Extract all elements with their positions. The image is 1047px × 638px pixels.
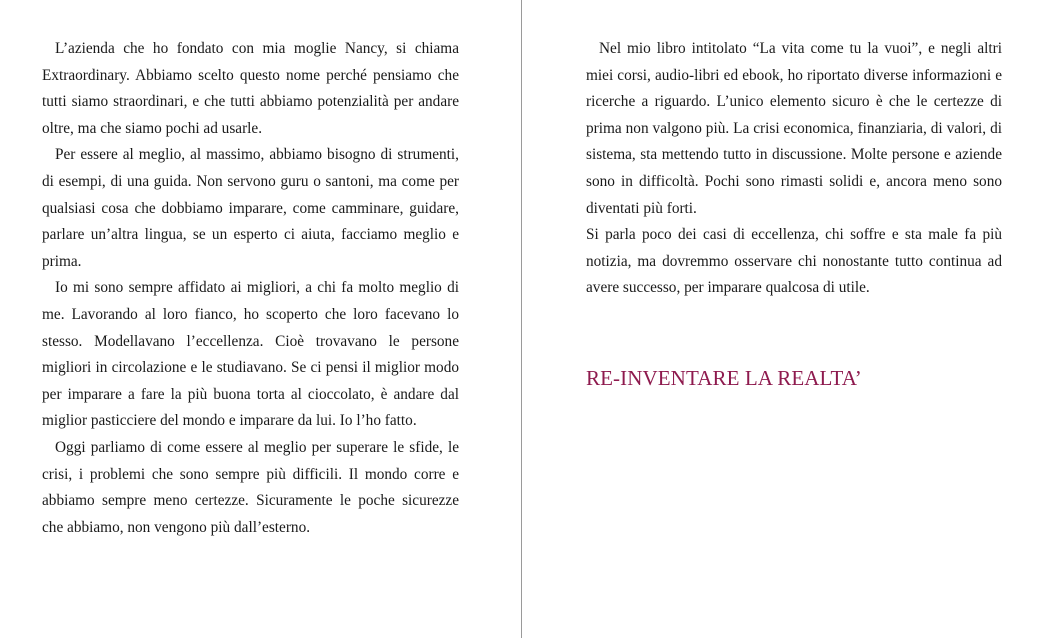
page-gutter-divider <box>521 0 522 638</box>
section-heading: RE-INVENTARE LA REALTA’ <box>586 366 862 390</box>
right-page <box>586 36 1002 302</box>
left-paragraph-1: L’azienda che ho fondato con mia moglie Nancy, si chiama Extraordinary. Abbiamo scelto questo nome perché pensiamo che tutti siamo straordinari, e che tutti abbiamo potenzialità per andare oltre, ma che siamo pochi ad usarle. <box>42 40 459 137</box>
left-paragraph-2: Per essere al meglio, al massimo, abbiamo bisogno di strumenti, di esempi, di una guida. Non servono guru o santoni, ma come per qualsiasi cosa che dobbiamo imparare, come camminare, guidare, parlare un’altra lingua, se un esperto ci aiuta, facciamo meglio e prima. <box>42 146 459 270</box>
right-paragraph-2: Si parla poco dei casi di eccellenza, chi soffre e sta male fa più notizia, ma dovremmo osservare chi nonostante tutto continua ad avere successo, per imparare qualcosa di utile. <box>586 226 1002 297</box>
left-paragraph-4: Oggi parliamo di come essere al meglio per superare le sfide, le crisi, i problemi che sono sempre più difficili. Il mondo corre e abbiamo sempre meno certezze. Sicuramente le poche sicurezze che abbiamo, non vengono più dall’esterno. <box>42 438 459 536</box>
left-paragraph-3: Io mi sono sempre affidato ai migliori, a chi fa molto meglio di me. Lavorando al loro fianco, ho scoperto che loro facevano lo stesso. Modellavano l’eccellenza. Cioè trovavano le persone migliori in circolazione e le studiavano. Se ci pensi il miglior modo per imparare a fare la più buona torta al cioccolato, è andare dal miglior pasticciere del mondo e imparare da lui. Io l’ho fatto. <box>42 279 459 430</box>
left-page <box>42 36 459 541</box>
right-paragraph-1: Nel mio libro intitolato “La vita come tu la vuoi”, e negli altri miei corsi, audio-libri ed ebook, ho riportato diverse informazioni e ricerche a riguardo. L’unico elemento sicuro è che le certezze di prima non valgono più. La crisi economica, finanziaria, di valori, di sistema, sta mettendo tutto in discussione. Molte persone e aziende sono in difficoltà. Pochi sono rimasti solidi e, ancora meno sono diventati più forti. <box>586 40 1002 217</box>
